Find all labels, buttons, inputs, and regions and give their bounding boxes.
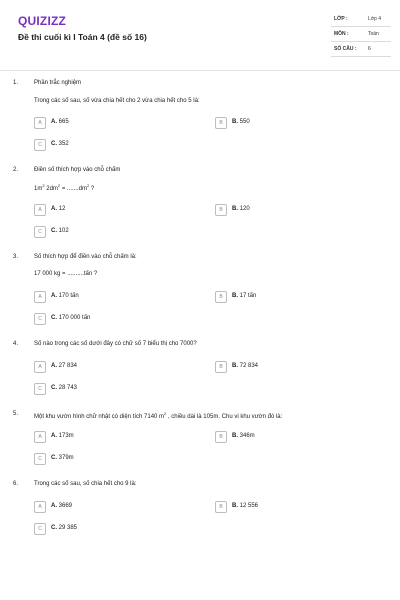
option-letter-box: C: [34, 139, 46, 151]
meta-value: Lớp 4: [368, 16, 382, 22]
option-text: B. 12 556: [232, 503, 259, 509]
option-letter-box: C: [34, 226, 46, 238]
question-number: 5.: [13, 411, 19, 417]
option-letter-box: C: [34, 383, 46, 395]
quizizz-logo: QUIZIZZ: [18, 14, 67, 28]
option-letter-box: C: [34, 523, 46, 535]
option-letter-box: A: [34, 361, 46, 373]
option-text: B. 550: [232, 119, 250, 125]
question-text: Điền số thích hợp vào chỗ chấm: [34, 167, 121, 173]
meta-key: LỚP :: [334, 16, 348, 22]
question-expression: 17 000 kg = ..........tấn ?: [34, 271, 98, 277]
option-text: A. 170 tấn: [51, 293, 79, 299]
meta-value: Toán: [368, 31, 379, 37]
meta-row-count: [331, 42, 391, 57]
option-text: A. 3669: [51, 503, 73, 509]
option-letter-box: A: [34, 117, 46, 129]
option-letter-box: A: [34, 204, 46, 216]
header-divider: [0, 70, 400, 71]
question-text: Trong các số sau, số chia hết cho 9 là:: [34, 481, 137, 487]
question-number: 6.: [13, 481, 19, 487]
option-letter-box: C: [34, 453, 46, 465]
question-text: Số nào trong các số dưới đây có chữ số 7 biểu thị cho 7000?: [34, 341, 197, 347]
option-text: C. 352: [51, 141, 69, 147]
question-number: 2.: [13, 167, 19, 173]
meta-table: [331, 12, 391, 58]
question-expression: $1m^2$ $2dm^2 = .......dm^2$ ?: [34, 183, 95, 192]
option-letter-box: B: [215, 117, 227, 129]
meta-row-subject: [331, 27, 391, 42]
option-text: C. 29 385: [51, 525, 78, 531]
question-number: 4.: [13, 341, 19, 347]
option-letter-box: B: [215, 501, 227, 513]
option-text: A. 665: [51, 119, 69, 125]
meta-row-grade: [331, 12, 391, 27]
option-text: A. 173m: [51, 433, 74, 439]
question-number: 1.: [13, 80, 19, 86]
option-text: B. 72 834: [232, 363, 259, 369]
question-text: Trong các số sau, số vừa chia hết cho 2 vừa chia hết cho 5 là:: [34, 98, 200, 104]
option-text: A. 12: [51, 206, 66, 212]
option-text: B. 17 tấn: [232, 293, 257, 299]
meta-key: SỐ CÂU :: [334, 46, 357, 52]
option-text: C. 102: [51, 228, 69, 234]
question-text: Số thích hợp để điền vào chỗ chấm là:: [34, 254, 137, 260]
question-number: 3.: [13, 254, 19, 260]
option-letter-box: B: [215, 361, 227, 373]
option-letter-box: A: [34, 291, 46, 303]
option-letter-box: B: [215, 291, 227, 303]
option-letter-box: B: [215, 204, 227, 216]
meta-key: MÔN :: [334, 31, 349, 37]
section-title: Phần trắc nghiệm: [34, 80, 82, 86]
option-text: C. 170 000 tấn: [51, 315, 91, 321]
option-text: C. 28 743: [51, 385, 78, 391]
option-letter-box: A: [34, 431, 46, 443]
question-text: Một khu vườn hình chữ nhật có diện tích 7140 $m^2$ , chiều dài là 105m. Chu vi khu vườn đó là:: [34, 411, 283, 420]
page-title: Đề thi cuối kì I Toán 4 (đề số 16): [18, 32, 147, 42]
meta-value: 6: [368, 46, 371, 52]
option-text: C. 379m: [51, 455, 74, 461]
option-letter-box: B: [215, 431, 227, 443]
option-letter-box: C: [34, 313, 46, 325]
option-text: A. 27 834: [51, 363, 78, 369]
option-letter-box: A: [34, 501, 46, 513]
header: [0, 0, 400, 70]
option-text: B. 346m: [232, 433, 255, 439]
option-text: B. 120: [232, 206, 250, 212]
